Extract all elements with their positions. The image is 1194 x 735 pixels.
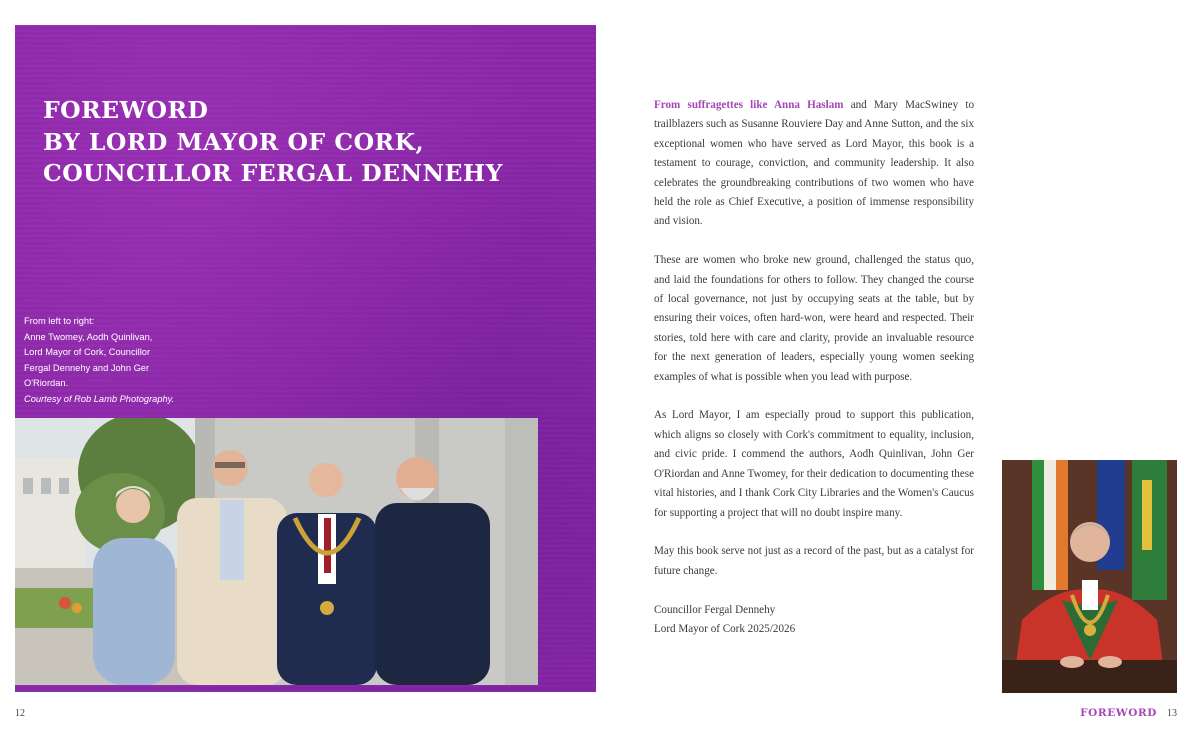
page-number-right: 13 [1167, 708, 1177, 719]
signature-title: Lord Mayor of Cork 2025/2026 [654, 622, 796, 635]
page-number-left: 12 [15, 708, 25, 719]
paragraph-text: and Mary MacSwiney to trailblazers such as Susanne Rouviere Day and Anne Sutton, and the six exceptional women who have served as Lord Mayor, this book is a testament to courage, conviction, and community leadership. It also celebrates the groundbreaking contributions of two women who have held the role as Chief Executive, a position of immense responsibility and vision. [654, 99, 974, 228]
title-line: COUNCILLOR FERGAL DENNEHY [43, 159, 503, 187]
paragraph: As Lord Mayor, I am especially proud to support this publication, which aligns so closely with Cork's commitment to equality, inclusion, and civic pride. I commend the authors, Aodh Quinlivan, John Ger O'Riordan and Anne Twomey, for their dedication to documenting these vital histories, and I thank Cork City Libraries and the Women's Caucus for supporting a project that will no doubt inspire many. [654, 409, 974, 519]
footer-right [1080, 707, 1177, 719]
caption-line: Anne Twomey, Aodh Quinlivan, [24, 331, 153, 342]
paragraph [654, 96, 974, 232]
title-line: BY LORD MAYOR OF CORK, [43, 127, 425, 156]
signature-name: Councillor Fergal Dennehy [654, 603, 776, 616]
group-photo [15, 418, 538, 685]
title-line: FOREWORD [43, 96, 209, 124]
running-head: FOREWORD [1080, 707, 1157, 719]
paragraph: May this book serve not just as a record of the past, but as a catalyst for future change. [654, 545, 974, 577]
lord-mayor-portrait [1002, 460, 1177, 693]
foreword-body [654, 96, 974, 659]
lead-in: From suffragettes like Anna Haslam [654, 99, 844, 111]
signature [654, 601, 974, 640]
page-title [43, 95, 503, 190]
paragraph: These are women who broke new ground, challenged the status quo, and laid the foundations for others to follow. They changed the course of local governance, not just by occupying seats at the table, but by ensuring their voices, often hard-won, were heard and respected. Their stories, told here with care and clarity, provide an invaluable resource for the next generation of leaders, especially young women seeking examples of what is possible when you lead with purpose. [654, 254, 974, 383]
photo-caption [24, 314, 194, 407]
caption-line: From left to right: [24, 316, 95, 326]
caption-line: Fergal Dennehy and John Ger [24, 362, 150, 373]
caption-line: Lord Mayor of Cork, Councillor [24, 347, 151, 357]
caption-line: O'Riordan. [24, 378, 69, 388]
photo-credit: Courtesy of Rob Lamb Photography. [24, 393, 175, 404]
